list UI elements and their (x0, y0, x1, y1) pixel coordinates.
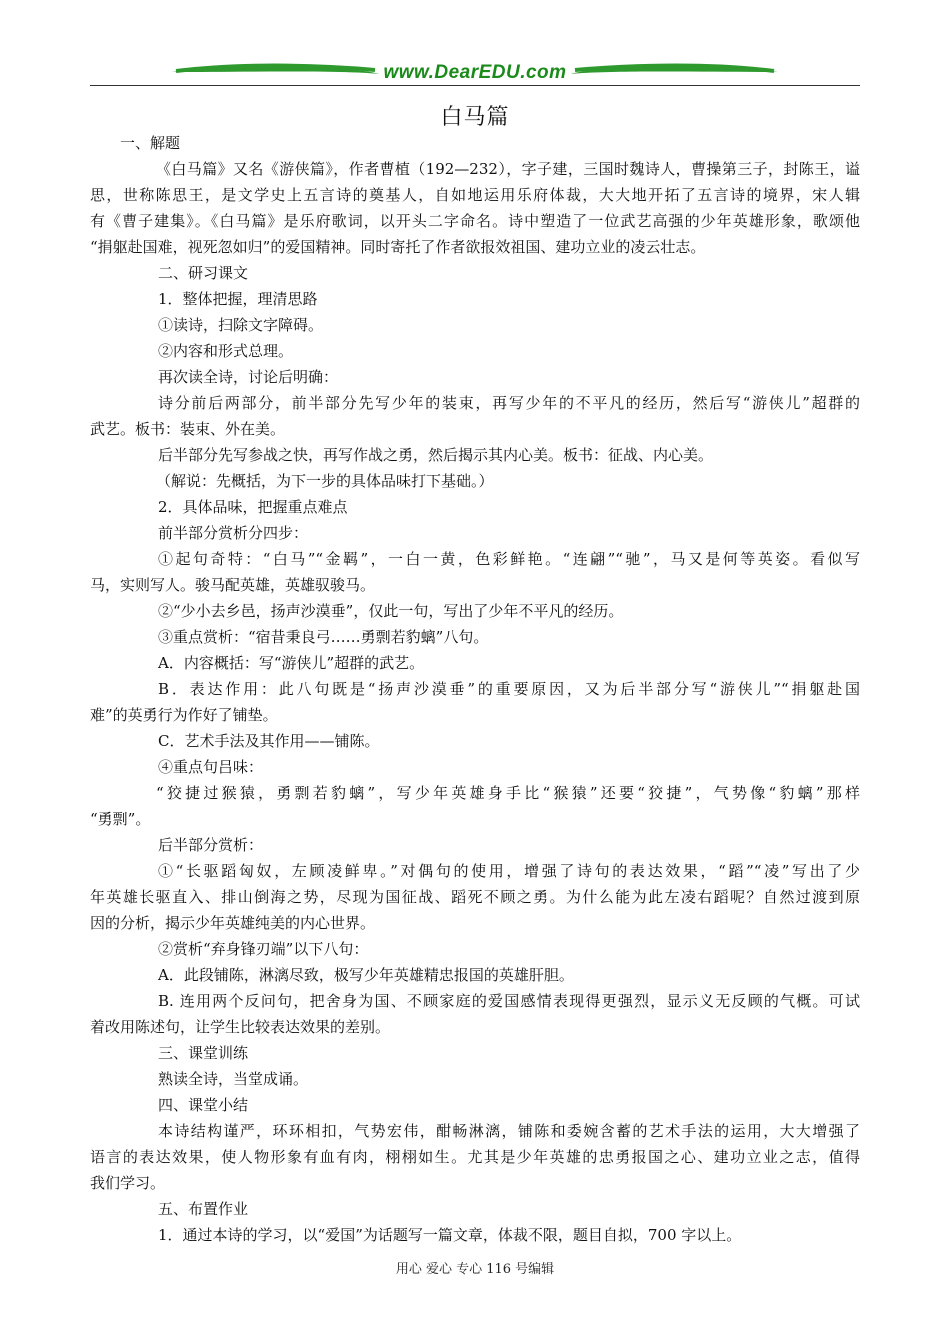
paragraph-line: （解说：先概括，为下一步的具体品味打下基础。） (156, 472, 494, 490)
paragraph-line: 思，世称陈思王，是文学史上五言诗的奠基人，自如地运用乐府体裁，大大地开拓了五言诗的境界，宋人辑 (90, 186, 860, 204)
header-rule (90, 85, 860, 86)
site-url[interactable]: www.DearEDU.com (379, 62, 570, 83)
subheading: 2．具体品味，把握重点难点 (158, 498, 348, 516)
paragraph-line: B．表达作用：此八句既是“扬声沙漠垂”的重要原因，又为后半部分写“游侠儿”“捐躯赴国 (158, 680, 860, 698)
paragraph-line: 《白马篇》又名《游侠篇》，作者曹植（192—232），字子建，三国时魏诗人，曹操第三子，封陈王，谥 (156, 160, 860, 178)
paragraph-line: 因的分析，揭示少年英雄纯美的内心世界。 (90, 914, 376, 932)
paragraph-line: 着改用陈述句，让学生比较表达效果的差别。 (90, 1018, 391, 1036)
paragraph-line: 语言的表达效果，使人物形象有血有肉，栩栩如生。尤其是少年英雄的忠勇报国之心、建功立业之志，值得 (90, 1148, 860, 1166)
paragraph-line: 熟读全诗，当堂成诵。 (158, 1070, 309, 1088)
paragraph-line: 本诗结构谨严，环环相扣，气势宏伟，酣畅淋漓，铺陈和委婉含蓄的艺术手法的运用，大大增强了 (158, 1122, 860, 1140)
paragraph-line: 后半部分先写参战之快，再写作战之勇，然后揭示其内心美。板书：征战、内心美。 (158, 446, 714, 464)
paragraph-line: 前半部分赏析分四步： (158, 524, 309, 542)
paragraph-line: 有《曹子建集》。《白马篇》是乐府歌词，以开头二字命名。诗中塑造了一位武艺高强的少年英雄形象，歌颂他 (90, 212, 860, 230)
paragraph-line: 1．通过本诗的学习，以“爱国”为话题写一篇文章，体裁不限，题目自拟，700 字以上。 (158, 1226, 742, 1244)
page-footer: 用心 爱心 专心 116 号编辑 (395, 1262, 555, 1277)
paragraph-line: “捐躯赴国难，视死忽如归”的爱国精神。同时寄托了作者欲报效祖国、建功立业的凌云壮志。 (90, 238, 706, 256)
page-header (90, 58, 860, 90)
paragraph-line: ②赏析“弃身锋刃端”以下八句： (158, 940, 369, 958)
paragraph-line: ①读诗，扫除文字障碍。 (158, 316, 324, 334)
paragraph-line: B. 连用两个反问句，把舍身为国、不顾家庭的爱国感情表现得更强烈，显示义无反顾的气概。可试 (158, 992, 860, 1010)
paragraph-line: “勇剽”。 (90, 810, 151, 828)
document-body (90, 130, 860, 1248)
paragraph-line: A．此段铺陈，淋漓尽致，极写少年英雄精忠报国的英雄肝胆。 (158, 966, 574, 984)
paragraph-line: ①起句奇特：“白马”“金羁”，一白一黄，色彩鲜艳。“连翩”“驰”，马又是何等英姿。看似写 (158, 550, 860, 568)
paragraph-line: ①“长驱蹈匈奴，左顾凌鲜卑。”对偶句的使用，增强了诗句的表达效果，“蹈”“凌”写出了少 (158, 862, 860, 880)
paragraph-line: “狡捷过猴猿，勇剽若豹螭”，写少年英雄身手比“猴猿”还要“狡捷”，气势像“豹螭”那样 (156, 784, 860, 802)
paragraph-line: A．内容概括：写“游侠儿”超群的武艺。 (158, 654, 425, 672)
paragraph-line: 诗分前后两部分，前半部分先写少年的装束，再写少年的不平凡的经历，然后写“游侠儿”超群的 (158, 394, 860, 412)
paragraph-line: 后半部分赏析： (158, 836, 264, 854)
paragraph-line: ③重点赏析：“宿昔秉良弓……勇剽若豹螭”八句。 (158, 628, 489, 646)
page-title: 白马篇 (440, 105, 510, 130)
subheading: 1．整体把握，理清思路 (158, 290, 318, 308)
section-heading: 五、布置作业 (158, 1200, 249, 1218)
section-heading: 一、解题 (120, 134, 181, 152)
paragraph-line: 马，实则写人。骏马配英雄，英雄驭骏马。 (90, 576, 376, 594)
paragraph-line: ②内容和形式总理。 (158, 342, 294, 360)
section-heading: 二、研习课文 (158, 264, 249, 282)
paragraph-line: 我们学习。 (90, 1174, 166, 1192)
paragraph-line: C．艺术手法及其作用——铺陈。 (158, 732, 380, 750)
paragraph-line: 武艺。板书：装束、外在美。 (90, 420, 286, 438)
section-heading: 三、课堂训练 (158, 1044, 249, 1062)
paragraph-line: ②“少小去乡邑，扬声沙漠垂”，仅此一句，写出了少年不平凡的经历。 (158, 602, 624, 620)
paragraph-line: ④重点句吕味： (158, 758, 264, 776)
paragraph-line: 再次读全诗，讨论后明确： (158, 368, 339, 386)
paragraph-line: 难”的英勇行为作好了铺垫。 (90, 706, 278, 724)
paragraph-line: 年英雄长驱直入、排山倒海之势，尽现为国征战、蹈死不顾之勇。为什么能为此左凌右蹈呢？自然过渡到原 (90, 888, 860, 906)
section-heading: 四、课堂小结 (158, 1096, 249, 1114)
